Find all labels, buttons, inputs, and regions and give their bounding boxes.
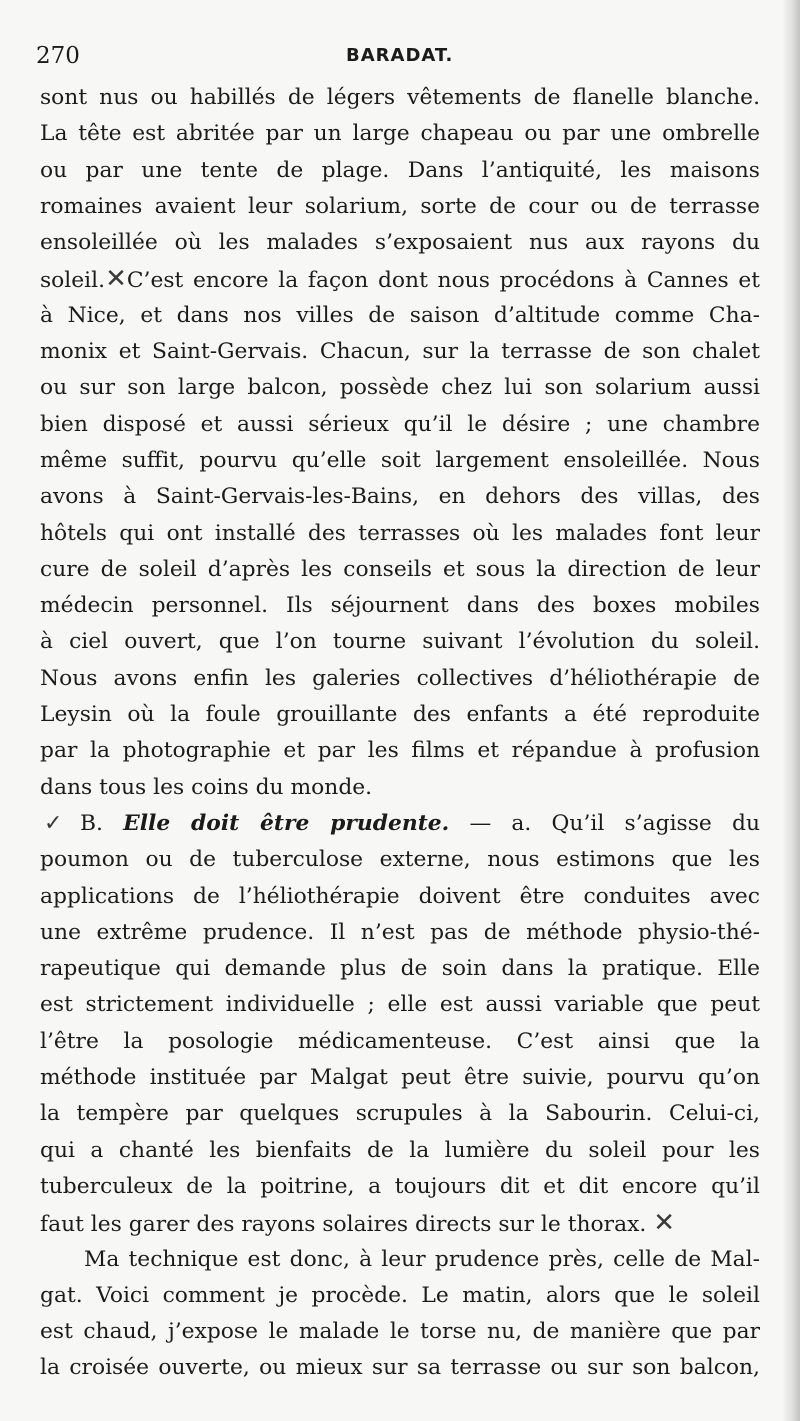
text-line: la tempère par quelques scrupules à la Sabourin. Celui-ci,	[40, 1101, 760, 1127]
text-line: tuberculeux de la poitrine, a toujours dit et dit encore qu’il	[40, 1173, 760, 1199]
text-line: dans tous les coins du monde.	[40, 774, 373, 800]
text-line: ou par une tente de plage. Dans l’antiquité, les maisons	[40, 157, 760, 183]
text-line: une extrême prudence. Il n’est pas de méthode physio-thé-	[40, 919, 760, 945]
page-header	[36, 38, 756, 74]
text-line: poumon ou de tuberculose externe, nous estimons que les	[40, 847, 760, 873]
text-fragment: faut les garer des rayons solaires directs sur le thorax.	[40, 1212, 647, 1238]
text-line: rapeutique qui demande plus de soin dans la pratique. Elle	[40, 956, 760, 982]
text-line: méthode instituée par Malgat peut être suivie, pourvu qu’on	[40, 1065, 760, 1091]
text-line-with-mark	[40, 1205, 760, 1241]
page-gutter-shadow	[782, 0, 800, 1421]
text-line: bien disposé et aussi sérieux qu’il le désire ; une chambre	[40, 411, 760, 437]
section-letter: B.	[80, 810, 103, 836]
text-line: Nous avons enfin les galeries collectives d’héliothérapie de	[40, 665, 760, 691]
running-head: BARADAT.	[346, 45, 454, 66]
handwritten-x-mark: ✕	[105, 264, 127, 295]
text-line: Leysin où la foule grouillante des enfants a été reproduite	[40, 702, 760, 728]
text-line: Ma technique est donc, à leur prudence près, celle de Mal-	[84, 1246, 760, 1272]
text-line: romaines avaient leur solarium, sorte de cour ou de terrasse	[40, 193, 760, 219]
text-line: sont nus ou habillés de légers vêtements de flanelle blanche.	[40, 85, 760, 110]
margin-check-mark: ✓	[44, 810, 63, 836]
text-line: la croisée ouverte, ou mieux sur sa terrasse ou sur son balcon,	[40, 1355, 760, 1381]
text-line: monix et Saint-Gervais. Chacun, sur la terrasse de son chalet	[40, 339, 760, 365]
text-line: l’être la posologie médicamenteuse. C’est ainsi que la	[40, 1028, 760, 1054]
text-line: cure de soleil d’après les conseils et sous la direction de leur	[40, 556, 760, 582]
text-line: à ciel ouvert, que l’on tourne suivant l’évolution du soleil.	[40, 629, 760, 655]
text-fragment: soleil.	[40, 268, 106, 294]
text-line: qui a chanté les bienfaits de la lumière du soleil pour les	[40, 1137, 760, 1163]
text-line: est strictement individuelle ; elle est aussi variable que peut	[40, 992, 760, 1018]
text-line: à Nice, et dans nos villes de saison d’altitude comme Cha-	[40, 302, 760, 328]
section-heading-line	[40, 806, 760, 842]
text-line: La tête est abritée par un large chapeau ou par une ombrelle	[40, 121, 760, 147]
text-line: est chaud, j’expose le malade le torse nu, de manière que par	[40, 1319, 760, 1345]
section-heading: Elle doit être prudente.	[123, 810, 450, 836]
text-line: gat. Voici comment je procède. Le matin, alors que le soleil	[40, 1282, 760, 1308]
text-fragment: — a. Qu’il s’agisse du	[469, 810, 760, 836]
page-number: 270	[36, 43, 80, 69]
text-line: par la photographie et par les films et répandue à profusion	[40, 738, 760, 764]
text-line: avons à Saint-Gervais-les-Bains, en dehors des villas, des	[40, 484, 760, 510]
body-text	[40, 80, 760, 1387]
text-line: ou sur son large balcon, possède chez lui son solarium aussi	[40, 375, 760, 401]
handwritten-x-mark: ✕	[653, 1208, 676, 1239]
text-line: hôtels qui ont installé des terrasses où les malades font leur	[40, 520, 760, 546]
text-fragment: C’est encore la façon dont nous procédons à Cannes et	[126, 268, 760, 294]
text-line: même suffit, pourvu qu’elle soit largement ensoleillée. Nous	[40, 447, 760, 473]
text-line: applications de l’héliothérapie doivent être conduites avec	[40, 883, 760, 909]
text-line: ensoleillée où les malades s’exposaient nus aux rayons du	[40, 230, 760, 256]
text-line-with-mark	[40, 261, 760, 297]
text-line: médecin personnel. Ils séjournent dans des boxes mobiles	[40, 593, 760, 619]
